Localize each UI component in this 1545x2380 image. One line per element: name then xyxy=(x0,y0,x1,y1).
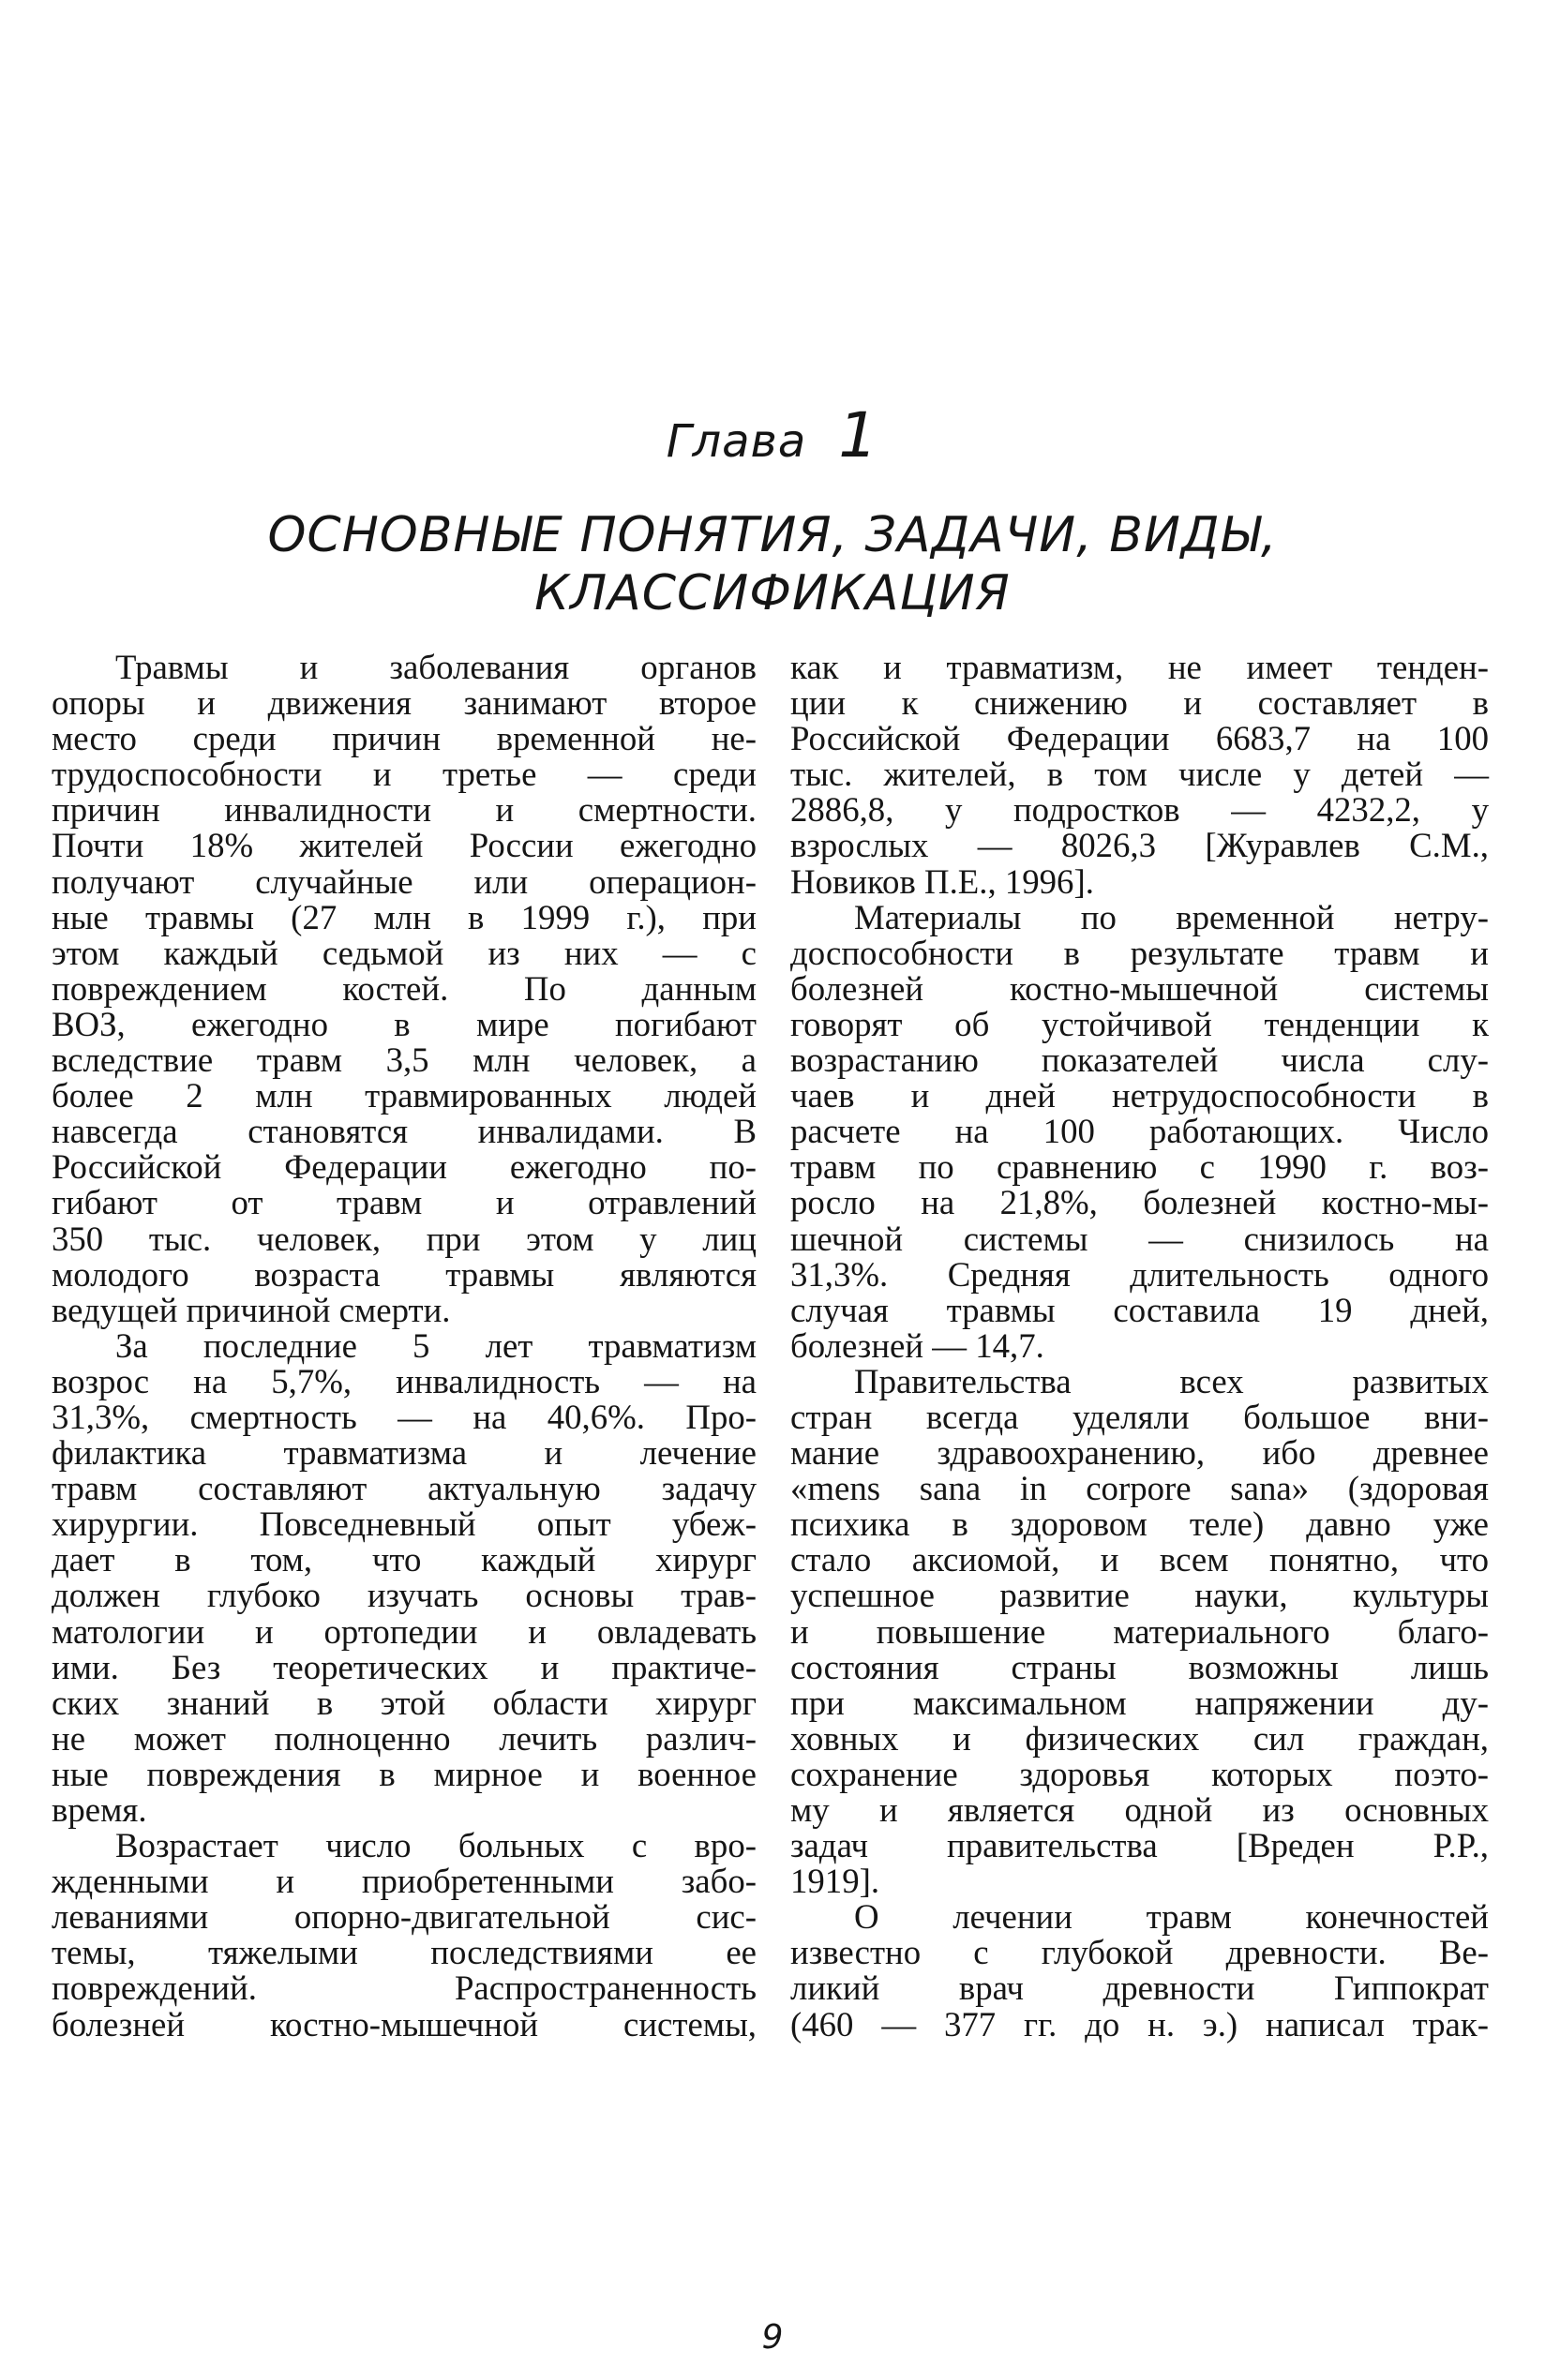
text-line: опоры и движения занимают второе xyxy=(52,683,757,723)
text-line: болезней костно-мышечной системы, xyxy=(52,2004,757,2043)
page-number: 9 xyxy=(761,2318,784,2357)
text-line: стало аксиомой, и всем понятно, что xyxy=(790,1540,1489,1579)
text-line: Правительства всех развитых xyxy=(854,1361,1489,1400)
text-line: болезней костно-мышечной системы xyxy=(790,968,1489,1008)
text-line: Материалы по временной нетру- xyxy=(854,897,1489,936)
text-line: Травмы и заболевания органов xyxy=(115,648,757,686)
text-line: ими. Без теоретических и практиче- xyxy=(52,1647,757,1686)
text-line: 1919]. xyxy=(790,1862,880,1901)
text-line: Почти 18% жителей России ежегодно xyxy=(52,826,757,865)
text-line: 31,3%, смертность — на 40,6%. Про- xyxy=(52,1397,757,1436)
text-line: Российской Федерации 6683,7 на 100 xyxy=(790,719,1489,758)
text-line: шечной системы — снизилось на xyxy=(790,1219,1489,1258)
text-line: 2886,8, у подростков — 4232,2, у xyxy=(790,790,1489,830)
text-line: взрослых — 8026,3 [Журавлев С.М., xyxy=(790,826,1489,865)
text-line: ВОЗ, ежегодно в мире погибают xyxy=(52,1004,757,1043)
text-line: (460 — 377 гг. до н. э.) написал трак- xyxy=(790,2004,1489,2043)
text-line: дает в том, что каждый хирург xyxy=(52,1540,757,1579)
right-text-column xyxy=(790,650,1489,2043)
text-line: более 2 млн травмированных людей xyxy=(52,1076,757,1115)
chapter-title-line: ОСНОВНЫЕ ПОНЯТИЯ, ЗАДАЧИ, ВИДЫ, xyxy=(267,507,1278,563)
text-line: мание здравоохранению, ибо древнее xyxy=(790,1433,1489,1473)
text-line: За последние 5 лет травматизм xyxy=(115,1325,757,1365)
text-line: хирургии. Повседневный опыт убеж- xyxy=(52,1504,757,1544)
text-line: должен глубоко изучать основы трав- xyxy=(52,1576,757,1615)
chapter-label: Глава xyxy=(666,415,807,468)
text-line: росло на 21,8%, болезней костно-мы- xyxy=(790,1183,1489,1222)
text-line: навсегда становятся инвалидами. В xyxy=(52,1112,757,1151)
text-line: состояния страны возможны лишь xyxy=(790,1647,1489,1686)
text-line: повреждением костей. По данным xyxy=(52,968,757,1008)
text-line: ведущей причиной смерти. xyxy=(52,1290,451,1329)
text-line: ные повреждения в мирное и военное xyxy=(52,1754,757,1793)
text-line: болезней — 14,7. xyxy=(790,1325,1044,1365)
text-line: «mens sana in corpore sana» (здоровая xyxy=(790,1469,1489,1508)
text-line: повреждений. Распространенность xyxy=(52,1968,757,2008)
text-line: при максимальном напряжении ду- xyxy=(790,1683,1489,1722)
text-line: ских знаний в этой области хирург xyxy=(52,1683,757,1722)
text-line: трудоспособности и третье — среди xyxy=(52,755,757,794)
text-line: 31,3%. Средняя длительность одного xyxy=(790,1254,1489,1294)
text-line: филактика травматизма и лечение xyxy=(52,1433,757,1473)
text-line: время. xyxy=(52,1790,147,1829)
chapter-title xyxy=(0,506,1545,622)
text-line: 350 тыс. человек, при этом у лиц xyxy=(52,1219,757,1258)
text-line: Российской Федерации ежегодно по- xyxy=(52,1147,757,1187)
text-line: задач правительства [Вреден Р.Р., xyxy=(790,1826,1489,1865)
text-line: сохранение здоровья которых поэто- xyxy=(790,1754,1489,1793)
text-line: причин инвалидности и смертности. xyxy=(52,790,757,830)
text-line: Новиков П.Е., 1996]. xyxy=(790,861,1094,901)
text-line: случая травмы составила 19 дней, xyxy=(790,1290,1489,1329)
text-line: не может полноценно лечить различ- xyxy=(52,1718,757,1758)
text-line: молодого возраста травмы являются xyxy=(52,1254,757,1294)
text-line: тыс. жителей, в том числе у детей — xyxy=(790,755,1489,794)
text-line: травм составляют актуальную задачу xyxy=(52,1469,757,1508)
text-line: Возрастает число больных с вро- xyxy=(115,1826,757,1865)
text-line: говорят об устойчивой тенденции к xyxy=(790,1004,1489,1043)
text-line: О лечении травм конечностей xyxy=(854,1897,1489,1937)
text-line: стран всегда уделяли большое вни- xyxy=(790,1397,1489,1436)
text-line: возрос на 5,7%, инвалидность — на xyxy=(52,1361,757,1400)
text-line: травм по сравнению с 1990 г. воз- xyxy=(790,1147,1489,1187)
chapter-heading xyxy=(0,399,1545,472)
text-line: психика в здоровом теле) давно уже xyxy=(790,1504,1489,1544)
text-line: ховных и физических сил граждан, xyxy=(790,1718,1489,1758)
text-line: этом каждый седьмой из них — с xyxy=(52,933,757,972)
text-line: успешное развитие науки, культуры xyxy=(790,1576,1489,1615)
text-line: му и является одной из основных xyxy=(790,1790,1489,1829)
text-line: известно с глубокой древности. Ве- xyxy=(790,1933,1489,1972)
text-line: место среди причин временной не- xyxy=(52,719,757,758)
text-line: и повышение материального благо- xyxy=(790,1611,1489,1651)
text-line: гибают от травм и отравлений xyxy=(52,1183,757,1222)
text-line: вследствие травм 3,5 млн человек, а xyxy=(52,1040,757,1080)
text-line: жденными и приобретенными забо- xyxy=(52,1862,757,1901)
text-line: леваниями опорно-двигательной сис- xyxy=(52,1897,757,1937)
text-line: темы, тяжелыми последствиями ее xyxy=(52,1933,757,1972)
text-line: ликий врач древности Гиппократ xyxy=(790,1968,1489,2008)
text-line: как и травматизм, не имеет тенден- xyxy=(790,648,1489,686)
text-line: чаев и дней нетрудоспособности в xyxy=(790,1076,1489,1115)
text-line: ные травмы (27 млн в 1999 г.), при xyxy=(52,897,757,936)
text-line: доспособности в результате травм и xyxy=(790,933,1489,972)
text-line: ции к снижению и составляет в xyxy=(790,683,1489,723)
left-text-column xyxy=(52,650,757,2043)
text-line: получают случайные или операцион- xyxy=(52,861,757,901)
text-line: возрастанию показателей числа слу- xyxy=(790,1040,1489,1080)
text-line: матологии и ортопедии и овладевать xyxy=(52,1611,757,1651)
text-line: расчете на 100 работающих. Число xyxy=(790,1112,1489,1151)
chapter-number: 1 xyxy=(838,399,879,472)
chapter-title-line: КЛАССИФИКАЦИЯ xyxy=(534,565,1011,621)
